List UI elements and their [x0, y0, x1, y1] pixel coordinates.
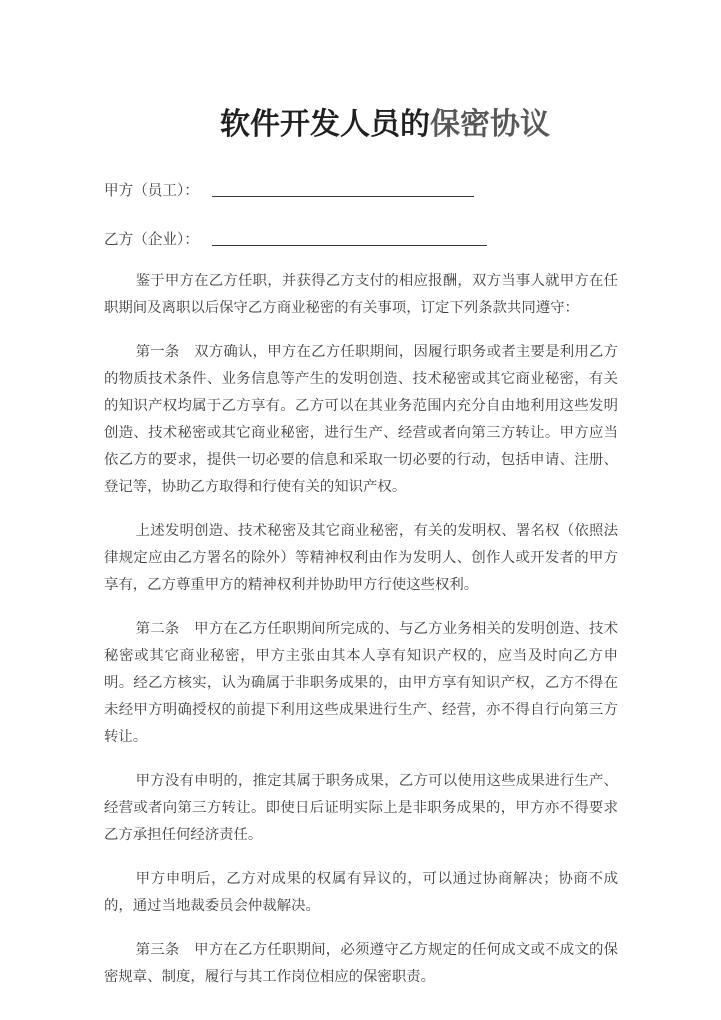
- article-1-paragraph: 第一条 双方确认，甲方在乙方任职期间，因履行职务或者主要是利用乙方的物质技术条件、业务信息等产生的发明创造、技术秘密或其它商业秘密，有关的知识产权均属于乙方享有。乙方可以在其业务范围内充分自由地利用这些发明创造、技术秘密或其它商业秘密，进行生产、经营或者向第三方转让。甲方应当依乙方的要求，提供一切必要的信息和采取一切必要的行动，包括申请、注册、登记等，协助乙方取得和行使有关的知识产权。: [104, 344, 618, 496]
- party-a-row: [104, 180, 618, 201]
- preamble-paragraph: 鉴于甲方在乙方任职，并获得乙方支付的相应报酬，双方当事人就甲方在任职期间及离职以后保守乙方商业秘密的有关事项，订定下列条款共同遵守：: [104, 273, 618, 317]
- party-b-blank-line[interactable]: [212, 231, 487, 246]
- article-1-moral-rights-paragraph: 上述发明创造、技术秘密及其它商业秘密，有关的发明权、署名权（依照法律规定应由乙方署名的除外）等精神权利由作为发明人、创作人或开发者的甲方享有，乙方尊重甲方的精神权利并协助甲方行使这些权利。: [104, 523, 618, 594]
- article-2-presumption-paragraph: 甲方没有申明的，推定其属于职务成果，乙方可以使用这些成果进行生产、经营或者向第三方转让。即使日后证明实际上是非职务成果的，甲方亦不得要求乙方承担任何经济责任。: [104, 773, 618, 844]
- party-a-blank-line[interactable]: [212, 182, 474, 197]
- article-3-paragraph: 第三条 甲方在乙方任职期间，必须遵守乙方规定的任何成文或不成文的保密规章、制度，履行与其工作岗位相应的保密职责。: [104, 942, 618, 986]
- document-title-accent: 保密协议: [430, 107, 550, 143]
- contract-body: [104, 268, 618, 991]
- article-2-paragraph: 第二条 甲方在乙方任职期间所完成的、与乙方业务相关的发明创造、技术秘密或其它商业秘密，甲方主张由其本人享有知识产权的，应当及时向乙方申明。经乙方核实，认为确属于非职务成果的，由甲方享有知识产权，乙方不得在未经甲方明确授权的前提下利用这些成果进行生产、经营，亦不得自行向第三方转让。: [104, 621, 618, 746]
- article-2-dispute-paragraph: 甲方申明后，乙方对成果的权属有异议的，可以通过协商解决；协商不成的，通过当地裁委员会仲裁解决。: [104, 871, 618, 915]
- document-title: [104, 106, 618, 144]
- party-b-row: [104, 229, 618, 250]
- document-title-main: 软件开发人员的: [220, 107, 430, 143]
- party-b-label: 乙方（企业）：: [104, 232, 199, 249]
- party-a-label: 甲方（员工）：: [104, 183, 199, 200]
